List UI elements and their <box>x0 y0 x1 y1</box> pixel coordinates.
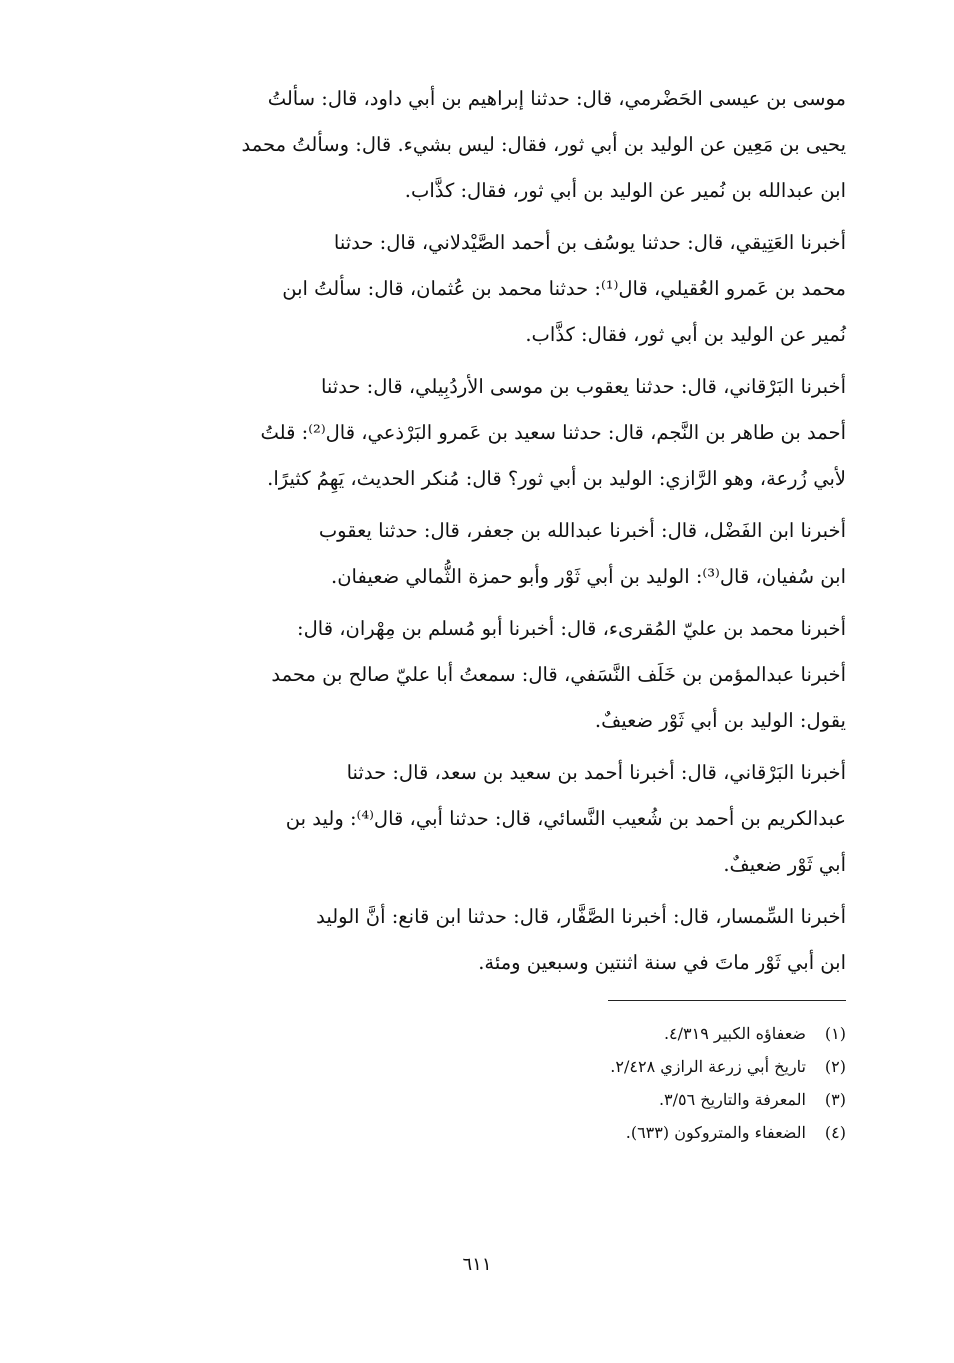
footnote-text: ضعفاؤه الكبير ٤/٣١٩. <box>663 1024 806 1043</box>
page-number: ٦١١ <box>462 1254 492 1275</box>
footnotes <box>140 1017 846 1149</box>
text-line: موسى بن عيسى الحَضْرمي، قال: حدثنا إبراهيم بن أبي داود، قال: سألتُ <box>267 87 846 110</box>
text-line: أخبرنا عبدالمؤمن بن خَلَف النَّسَفي، قال: سمعتُ أبا عليّ صالح بن محمد <box>271 663 846 686</box>
footnote-text: الضعفاء والمتروكون (٦٣٣). <box>625 1123 806 1142</box>
text-line: يقول: الوليد بن أبي ثَوْر ضعيفٌ. <box>594 709 846 732</box>
footnote-text: المعرفة والتاريخ ٣/٥٦. <box>658 1090 806 1109</box>
text-line: أخبرنا البَرْقاني، قال: حدثنا يعقوب بن موسى الأردُبِيلي، قال: حدثنا <box>320 375 846 398</box>
footnote-number: (١) <box>824 1024 846 1043</box>
footnote-text: تاريخ أبي زرعة الرازي ٢/٤٢٨. <box>610 1057 806 1076</box>
paragraph <box>140 606 846 744</box>
paragraph <box>140 894 846 986</box>
page-body <box>140 76 846 1149</box>
text-line: نُمير عن الوليد بن أبي ثور، فقال: كذَّاب. <box>525 323 846 346</box>
text-line: ابن سُفيان، قال⁽³⁾: الوليد بن أبي ثَوْر وأبو حمزة الثُّمالي ضعيفان. <box>331 565 846 588</box>
footnote <box>140 1083 846 1116</box>
paragraph <box>140 750 846 888</box>
text-line: ابن عبدالله بن نُمير عن الوليد بن أبي ثور، فقال: كذَّاب. <box>404 179 846 202</box>
footnote-number: (٣) <box>824 1090 846 1109</box>
text-line: أخبرنا ابن الفَضْل، قال: أخبرنا عبدالله بن جعفر، قال: حدثنا يعقوب <box>318 519 846 542</box>
footnote-number: (٤) <box>824 1123 846 1142</box>
text-line: لأبي زُرعة، وهو الرَّازي: الوليد بن أبي ثور؟ قال: مُنكر الحديث، يَهِمُ كثيرًا. <box>267 467 846 490</box>
paragraph <box>140 76 846 214</box>
paragraph <box>140 220 846 358</box>
main-text <box>140 76 846 986</box>
paragraph <box>140 508 846 600</box>
text-line: ابن أبي ثَوْر ماتَ في سنة اثنتين وسبعين ومئة. <box>478 951 846 974</box>
footnote-number: (٢) <box>824 1057 846 1076</box>
text-line: أحمد بن طاهر بن النَّجم، قال: حدثنا سعيد بن عَمرو البَرْذعي، قال⁽²⁾: قلتُ <box>260 421 846 444</box>
footnote <box>140 1116 846 1149</box>
footnote-separator <box>608 1000 846 1001</box>
text-line: يحيى بن مَعِين عن الوليد بن أبي ثور، فقال: ليس بشيء. قال: وسألتُ محمد <box>241 133 846 156</box>
footnote <box>140 1017 846 1050</box>
text-line: محمد بن عَمرو العُقيلي، قال⁽¹⁾: حدثنا محمد بن عُثمان، قال: سألتُ ابن <box>282 277 846 300</box>
text-line: أخبرنا البَرْقاني، قال: أخبرنا أحمد بن سعيد بن سعد، قال: حدثنا <box>346 761 846 784</box>
text-line: أخبرنا العَتِيقي، قال: حدثنا يوسُف بن أحمد الصَّيْدلاني، قال: حدثنا <box>333 231 846 254</box>
paragraph <box>140 364 846 502</box>
text-line: أبي ثَوْر ضعيفٌ. <box>723 853 846 876</box>
text-line: أخبرنا السِّمسار، قال: أخبرنا الصَّفَّار، قال: حدثنا ابن قانع: أنَّ الوليد <box>316 905 846 928</box>
footnote <box>140 1050 846 1083</box>
text-line: أخبرنا محمد بن عليّ المُقرىء، قال: أخبرنا أبو مُسلم بن مِهْران، قال: <box>297 617 846 640</box>
text-line: عبدالكريم بن أحمد بن شُعيب النَّسائي، قال: حدثنا أبي، قال⁽⁴⁾: وليد بن <box>285 807 846 830</box>
